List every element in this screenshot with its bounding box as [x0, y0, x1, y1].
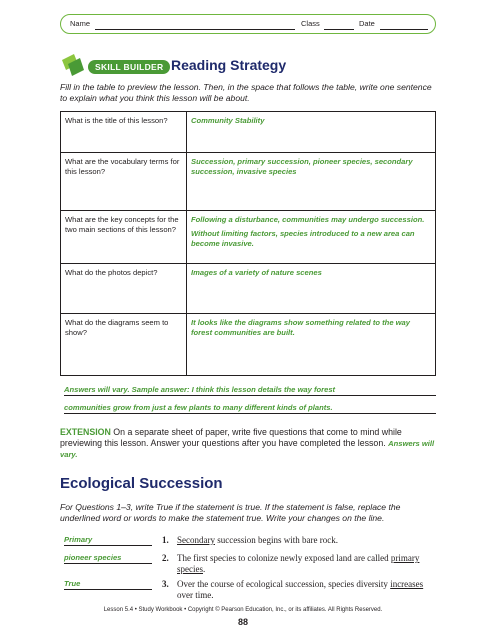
table-row [61, 314, 436, 376]
answer-cell[interactable]: Community Stability [187, 112, 436, 153]
question-text-after: succession begins with bare rock. [215, 535, 338, 545]
answer-cell[interactable]: It looks like the diagrams show something related to the way forest communities are built. [187, 314, 436, 376]
question-cell: What are the vocabulary terms for this lesson? [61, 153, 187, 211]
answer-cell[interactable]: Images of a variety of nature scenes [187, 264, 436, 314]
question-text [177, 553, 427, 575]
page-number: 88 [237, 617, 248, 627]
extension-paragraph [60, 427, 436, 460]
underlined-term: Secondary [177, 535, 215, 545]
table-row [61, 112, 436, 153]
question-number: 3. [162, 579, 169, 589]
answer-line[interactable]: Answers will vary. Sample answer: I think this lesson details the way forest [64, 384, 436, 396]
question-text-before: Over the course of ecological succession, species diversity [177, 579, 391, 589]
question-text-after: over time. [177, 590, 214, 600]
underlined-term: primary species [177, 553, 420, 574]
date-line[interactable] [380, 29, 428, 30]
section-title-reading-strategy: Reading Strategy [171, 57, 287, 73]
question-number: 1. [162, 535, 169, 545]
reading-strategy-instructions: Fill in the table to preview the lesson. Then, in the space that follows the table, write one sentence to explain what you think this lesson will be about. [60, 82, 432, 103]
table-row [61, 211, 436, 264]
class-label: Class [301, 19, 320, 28]
question-number: 2. [162, 553, 169, 563]
answer-blank[interactable]: True [64, 578, 152, 590]
table-row [61, 264, 436, 314]
question-cell: What do the photos depict? [61, 264, 187, 314]
date-label: Date [359, 19, 375, 28]
underlined-term: increases [390, 579, 424, 589]
answer-blank[interactable]: pioneer species [64, 552, 152, 564]
header-bar [60, 14, 436, 34]
section-title-ecological-succession: Ecological Succession [60, 475, 223, 492]
answer-line[interactable]: communities grow from just a few plants to many different kinds of plants. [64, 402, 436, 414]
table-row [61, 153, 436, 211]
name-line[interactable] [95, 29, 295, 30]
answer-cell[interactable] [187, 211, 436, 264]
reading-strategy-table [60, 111, 436, 376]
extension-keyword: EXTENSION [60, 427, 111, 437]
question-cell: What do the diagrams seem to show? [61, 314, 187, 376]
question-text [177, 579, 427, 601]
question-cell: What is the title of this lesson? [61, 112, 187, 153]
footer-copyright: Lesson 5.4 • Study Workbook • Copyright © Pearson Education, Inc., or its affiliates. All Rights Reserved. [103, 607, 383, 613]
answer-cell[interactable]: Succession, primary succession, pioneer species, secondary succession, invasive species [187, 153, 436, 211]
extension-text: On a separate sheet of paper, write five questions that come to mind while previewing this lesson. Answer your questions after you have completed the lesson. [60, 427, 402, 448]
ecological-instructions: For Questions 1–3, write True if the statement is true. If the statement is false, replace the underlined word or words to make the statement true. Write your changes on the line. [60, 502, 401, 523]
question-text-after: . [203, 564, 206, 574]
answer-text: Following a disturbance, communities may undergo succession. [191, 215, 425, 224]
skill-builder-badge: SKILL BUILDER [88, 60, 170, 74]
answer-blank[interactable]: Primary [64, 534, 152, 546]
skill-builder-icon [60, 52, 86, 78]
name-label: Name [70, 19, 91, 28]
extension-answer: Answers will vary. [60, 439, 435, 459]
answer-text: Without limiting factors, species introduced to a new area can become invasive. [191, 229, 415, 248]
question-text-before: The first species to colonize newly exposed land are called [177, 553, 391, 563]
question-text [177, 535, 427, 546]
question-cell: What are the key concepts for the two main sections of this lesson? [61, 211, 187, 264]
class-line[interactable] [324, 29, 354, 30]
